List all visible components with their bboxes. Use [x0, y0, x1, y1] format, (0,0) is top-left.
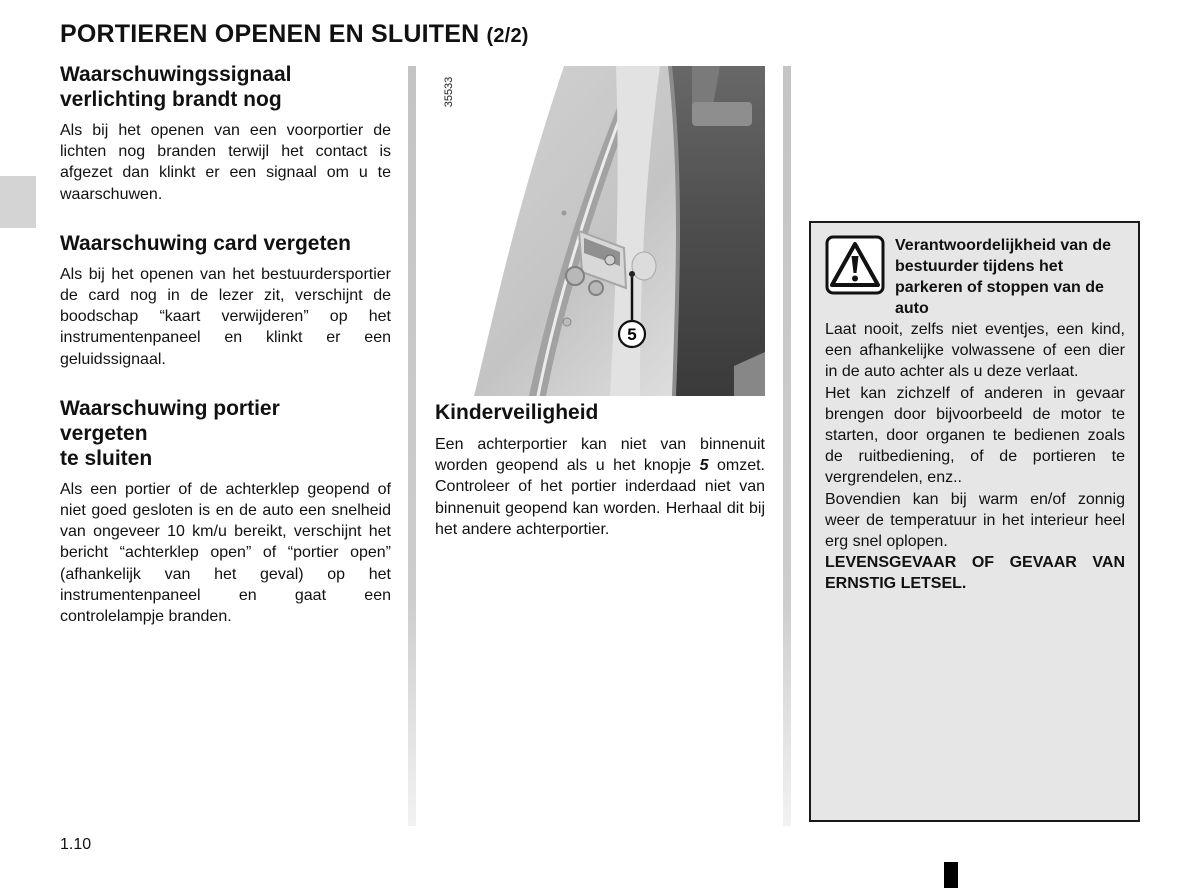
text-part: omzet. Controleer of het portier inderdaad niet van binnenuit geopend kan worden. Herhaal dit bij het andere achterportier. — [435, 457, 765, 538]
warning-paragraph: Het kan zichzelf of anderen in gevaar brengen door bijvoorbeeld de motor te starten, door organen te bedienen zoals de ruitbediening, of de portieren te vergrendelen, enz.. — [825, 384, 1125, 487]
text-part: Een achterportier kan niet van binnenuit worden geopend als u het knopje — [435, 436, 765, 475]
section-lights-warning — [60, 62, 391, 205]
page-title-text: PORTIEREN OPENEN EN SLUITEN — [60, 20, 480, 48]
section-heading — [60, 396, 391, 471]
section-text: Als bij het openen van een voorportier de lichten nog branden terwijl het contact is afgezet dan klinkt er een signaal om u te waarschuwen. — [60, 122, 391, 203]
section-door-warning — [60, 396, 391, 627]
column-divider — [408, 66, 416, 826]
figure-number-text: 35533 — [443, 76, 455, 108]
page-title — [60, 20, 529, 49]
section-heading: Waarschuwing card vergeten — [60, 231, 351, 255]
heading-line: vergeten — [60, 421, 148, 445]
section-text: Als bij het openen van het bestuurdersportier de card nog in de lezer zit, verschijnt de boodschap “kaart verwijderen” op het instrumentenpaneel en klinkt er een geluidssignaal. — [60, 265, 391, 368]
child-safety-heading: Kinderveiligheid — [435, 401, 599, 424]
column-divider — [783, 66, 791, 826]
warning-paragraph: Laat nooit, zelfs niet eventjes, een kind, een afhankelijke volwassene of een dier in de auto achter als u deze verlaat. — [825, 321, 1125, 381]
page-title-part: (2/2) — [486, 25, 529, 47]
section-heading: Waarschuwingssignaal verlichting brandt nog — [60, 63, 292, 111]
door-lock-illustration — [434, 66, 765, 396]
door-lock-figure — [434, 66, 765, 396]
callout-5 — [617, 319, 647, 349]
heading-line: te sluiten — [60, 446, 153, 470]
warning-paragraph: Bovendien kan bij warm en/of zonnig weer de temperatuur in het interieur heel erg snel oplopen. — [825, 490, 1125, 551]
figure-number — [428, 72, 468, 108]
warning-header — [825, 235, 1125, 319]
section-text: Als een portier of de achterklep geopend of niet goed gesloten is en de auto een snelheid van ongeveer 10 km/u bereikt, verschijnt het bericht “achterklep open” of “portier open” (afhankelijk van het geval) op het instrumentenpaneel en gaat een controlelampje branden. — [60, 480, 391, 626]
section-card-warning — [60, 231, 391, 370]
warning-emphasis: LEVENSGEVAAR OF GEVAAR VAN ERNSTIG LETSEL. — [825, 554, 1125, 593]
warning-triangle-icon — [825, 235, 885, 295]
callout-label: 5 — [627, 325, 637, 344]
heading-line: Waarschuwing portier — [60, 396, 280, 420]
corner-mark — [944, 862, 958, 888]
page-number: 1.10 — [60, 836, 92, 853]
warning-body — [825, 319, 1125, 595]
middle-column — [435, 400, 765, 540]
warning-box — [809, 221, 1140, 822]
left-column — [60, 62, 391, 653]
chapter-tab — [0, 176, 36, 228]
child-safety-text — [435, 434, 765, 540]
warning-title: Verantwoordelijkheid van de bestuurder tijdens het parkeren of stoppen van de auto — [895, 237, 1112, 317]
knob-reference: 5 — [699, 457, 709, 475]
